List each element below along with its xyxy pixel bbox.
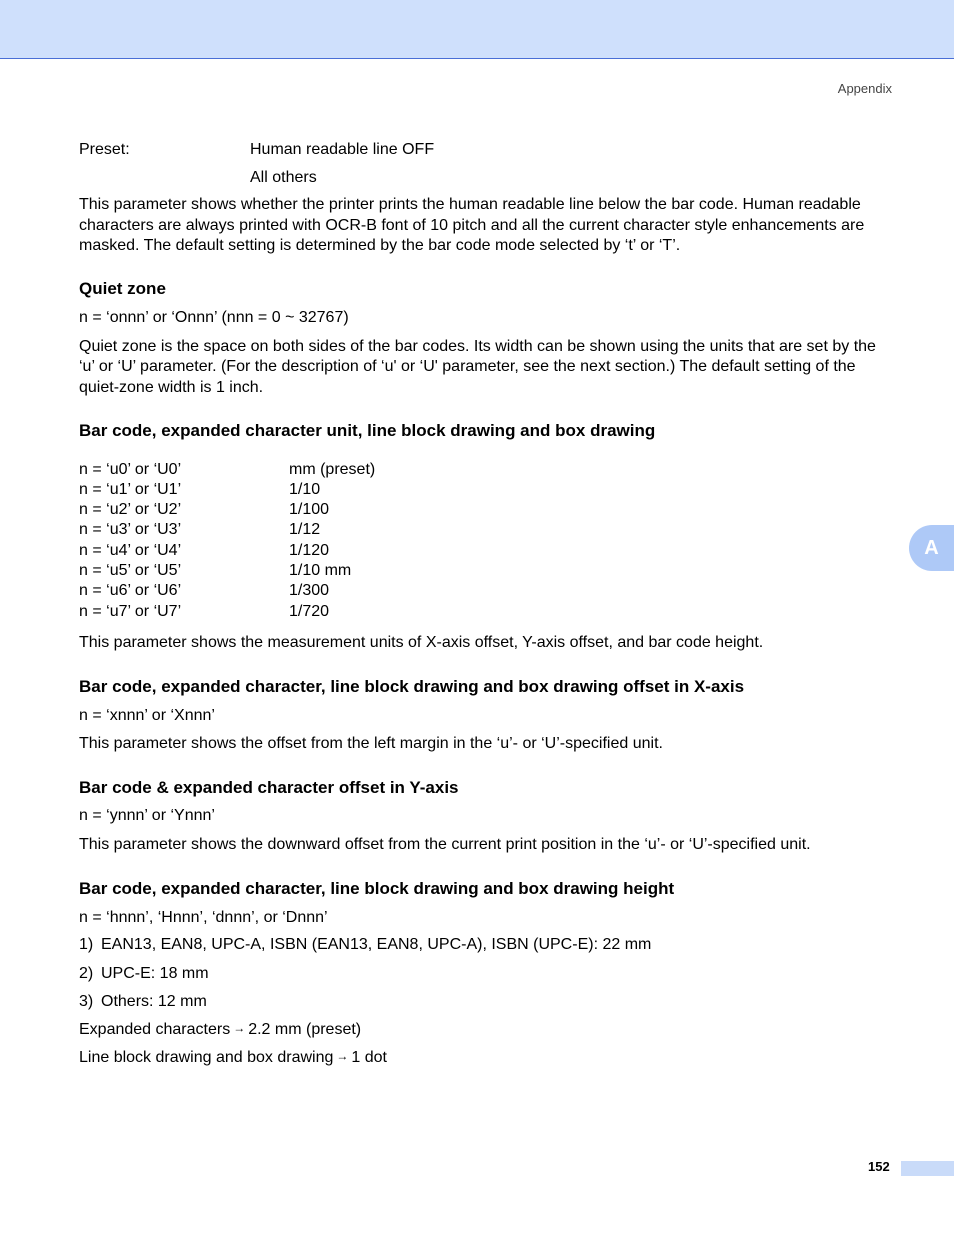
quiet-zone-description: Quiet zone is the space on both sides of the bar codes. Its width can be shown using the units that are set by the ‘u’ or ‘U’ parameter. (For the description of ‘u' or ‘U' parameter, see the next section.) The default setting of the quiet-zone width is 1 inch.: [79, 337, 876, 396]
page-number-bar: [901, 1161, 954, 1176]
unit-row: n = ‘u0’ or ‘U0’ mm (preset): [79, 460, 376, 478]
page-content: [79, 136, 891, 1073]
preset-label: Preset:: [79, 140, 130, 158]
height-list: [79, 931, 891, 1016]
unit-row: n = ‘u1’ or ‘U1’ 1/10: [79, 480, 321, 498]
quiet-zone-syntax: n = ‘onnn’ or ‘Onnn’ (nnn = 0 ~ 32767): [79, 309, 349, 326]
units-heading: Bar code, expanded character unit, line block drawing and box drawing: [79, 421, 656, 440]
quiet-zone-heading: Quiet zone: [79, 278, 166, 298]
running-header: Appendix: [837, 81, 892, 96]
x-offset-description: This parameter shows the offset from the left margin in the ‘u’- or ‘U’-specified unit.: [79, 735, 663, 753]
height-syntax: n = ‘hnnn’, ‘Hnnn’, ‘dnnn’, or ‘Dnnn’: [79, 908, 328, 926]
y-offset-heading: Bar code & expanded character offset in Y-axis: [79, 777, 459, 797]
y-offset-description: This parameter shows the downward offset from the current print position in the ‘u’- or ‘U’-specified unit.: [79, 835, 811, 853]
expanded-characters-row: Expanded characters → 2.2 mm (preset): [79, 1016, 891, 1044]
unit-row: n = ‘u3’ or ‘U3’ 1/12: [79, 521, 321, 539]
x-offset-syntax: n = ‘xnnn’ or ‘Xnnn’: [79, 706, 215, 724]
appendix-side-tab: [909, 525, 954, 571]
list-item: 1) EAN13, EAN8, UPC-A, ISBN (EAN13, EAN8, UPC-A), ISBN (UPC-E): 22 mm: [79, 936, 652, 954]
line-block-row: Line block drawing and box drawing → 1 dot: [79, 1045, 891, 1073]
preset-row: [79, 136, 891, 164]
header-band: [0, 0, 954, 59]
intro-paragraph: This parameter shows whether the printer prints the human readable line below the bar code. Human readable characters are always printed with OCR-B font of 10 pitch and all the current character style enhancements are masked. The default setting is determined by the bar code mode selected by ‘t’ or ‘T’.: [79, 196, 865, 254]
unit-row: n = ‘u5’ or ‘U5’ 1/10 mm: [79, 561, 352, 579]
unit-row: n = ‘u7’ or ‘U7’ 1/720: [79, 602, 330, 620]
y-offset-syntax: n = ‘ynnn’ or ‘Ynnn’: [79, 807, 215, 825]
unit-row: n = ‘u2’ or ‘U2’ 1/100: [79, 501, 330, 519]
x-offset-heading: Bar code, expanded character, line block drawing and box drawing offset in X-axis: [79, 677, 745, 697]
page-number: 152: [868, 1159, 890, 1174]
unit-row: n = ‘u6’ or ‘U6’ 1/300: [79, 582, 330, 600]
unit-row: n = ‘u4’ or ‘U4’ 1/120: [79, 541, 330, 559]
units-description: This parameter shows the measurement units of X-axis offset, Y-axis offset, and bar code height.: [79, 633, 764, 651]
side-tab-letter: A: [924, 536, 939, 559]
list-item: 2) UPC-E: 18 mm: [79, 964, 209, 982]
units-table: [79, 460, 891, 622]
arrow-icon: →: [233, 1021, 246, 1036]
preset-row-2: [79, 164, 891, 192]
list-item: 3) Others: 12 mm: [79, 992, 207, 1010]
preset-value-2: All others: [250, 168, 317, 186]
height-heading: Bar code, expanded character, line block drawing and box drawing height: [79, 879, 675, 899]
arrow-icon: →: [336, 1049, 349, 1064]
preset-value-1: Human readable line OFF: [250, 140, 435, 158]
